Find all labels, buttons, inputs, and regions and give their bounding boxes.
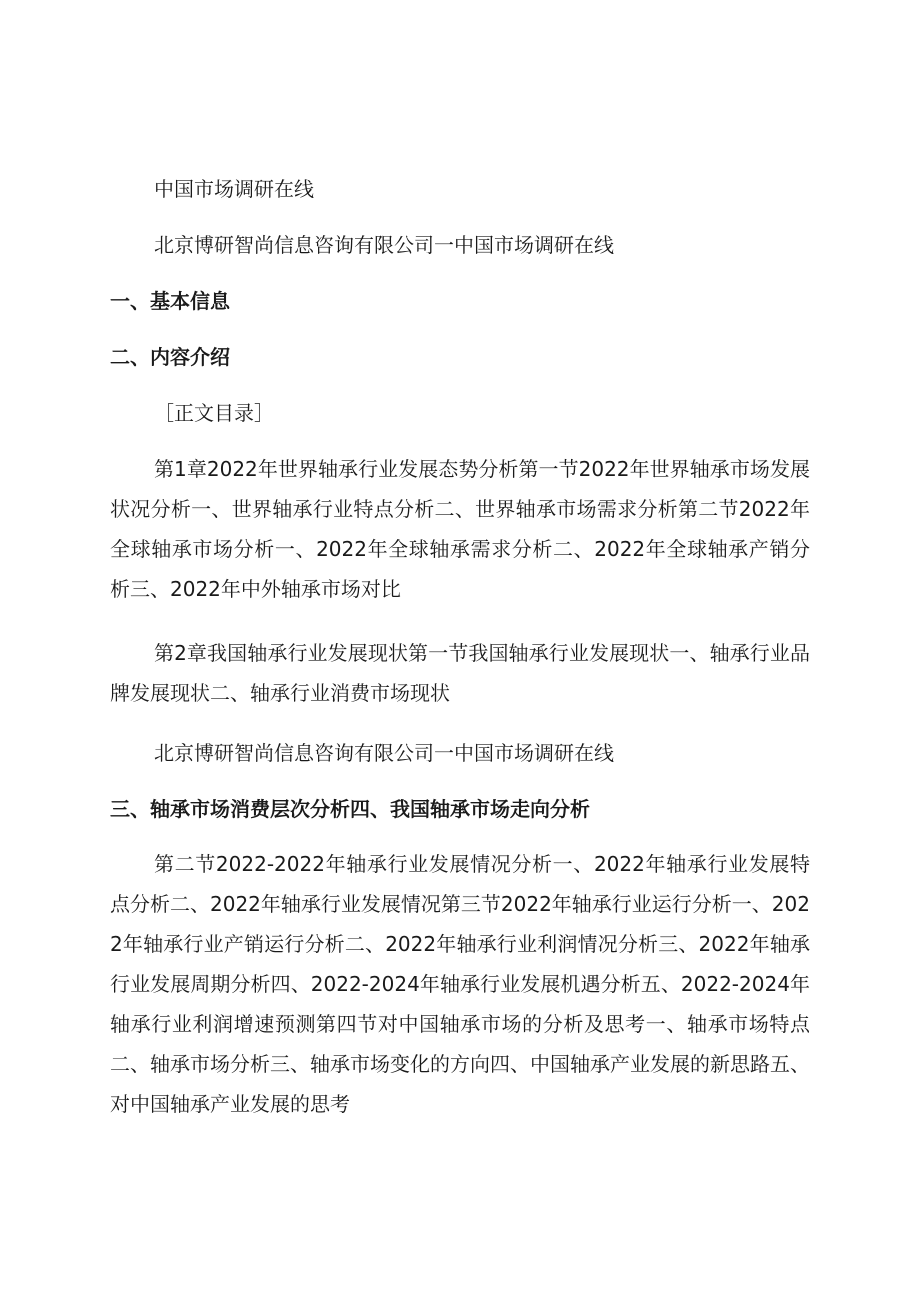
section-2-paragraph: 第二节2022-2022年轴承行业发展情况分析一、2022年轴承行业发展特点分析二、2022年轴承行业发展情况第三节2022年轴承行业运行分析一、2022年轴承行业产销运行分析二、2022年轴承行业利润情况分析三、2022年轴承行业发展周期分析四、2022-2024年轴承行业发展机遇分析五、2022-2024年轴承行业利润增速预测第四节对中国轴承市场的分析及思考一、轴承市场特点二、轴承市场分析三、轴承市场变化的方向四、中国轴承产业发展的新思路五、对中国轴承产业发展的思考 [110, 852, 810, 1116]
company-line-repeat: 北京博研智尚信息咨询有限公司一中国市场调研在线 [154, 741, 614, 765]
chapter-2-paragraph: 第2章我国轴承行业发展现状第一节我国轴承行业发展现状一、轴承行业品牌发展现状二、轴承行业消费市场现状 [110, 641, 810, 705]
section-heading-market-analysis: 三、轴承市场消费层次分析四、我国轴承市场走向分析 [110, 797, 590, 821]
toc-label: ［正文目录］ [154, 401, 274, 425]
source-line: 中国市场调研在线 [154, 177, 314, 201]
section-heading-content-intro: 二、内容介绍 [110, 345, 230, 369]
section-heading-basic-info: 一、基本信息 [110, 289, 230, 313]
chapter-1-paragraph: 第1章2022年世界轴承行业发展态势分析第一节2022年世界轴承市场发展状况分析一、世界轴承行业特点分析二、世界轴承市场需求分析第二节2022年全球轴承市场分析一、2022年全球轴承需求分析二、2022年全球轴承产销分析三、2022年中外轴承市场对比 [110, 457, 810, 601]
company-line: 北京博研智尚信息咨询有限公司一中国市场调研在线 [154, 233, 614, 257]
